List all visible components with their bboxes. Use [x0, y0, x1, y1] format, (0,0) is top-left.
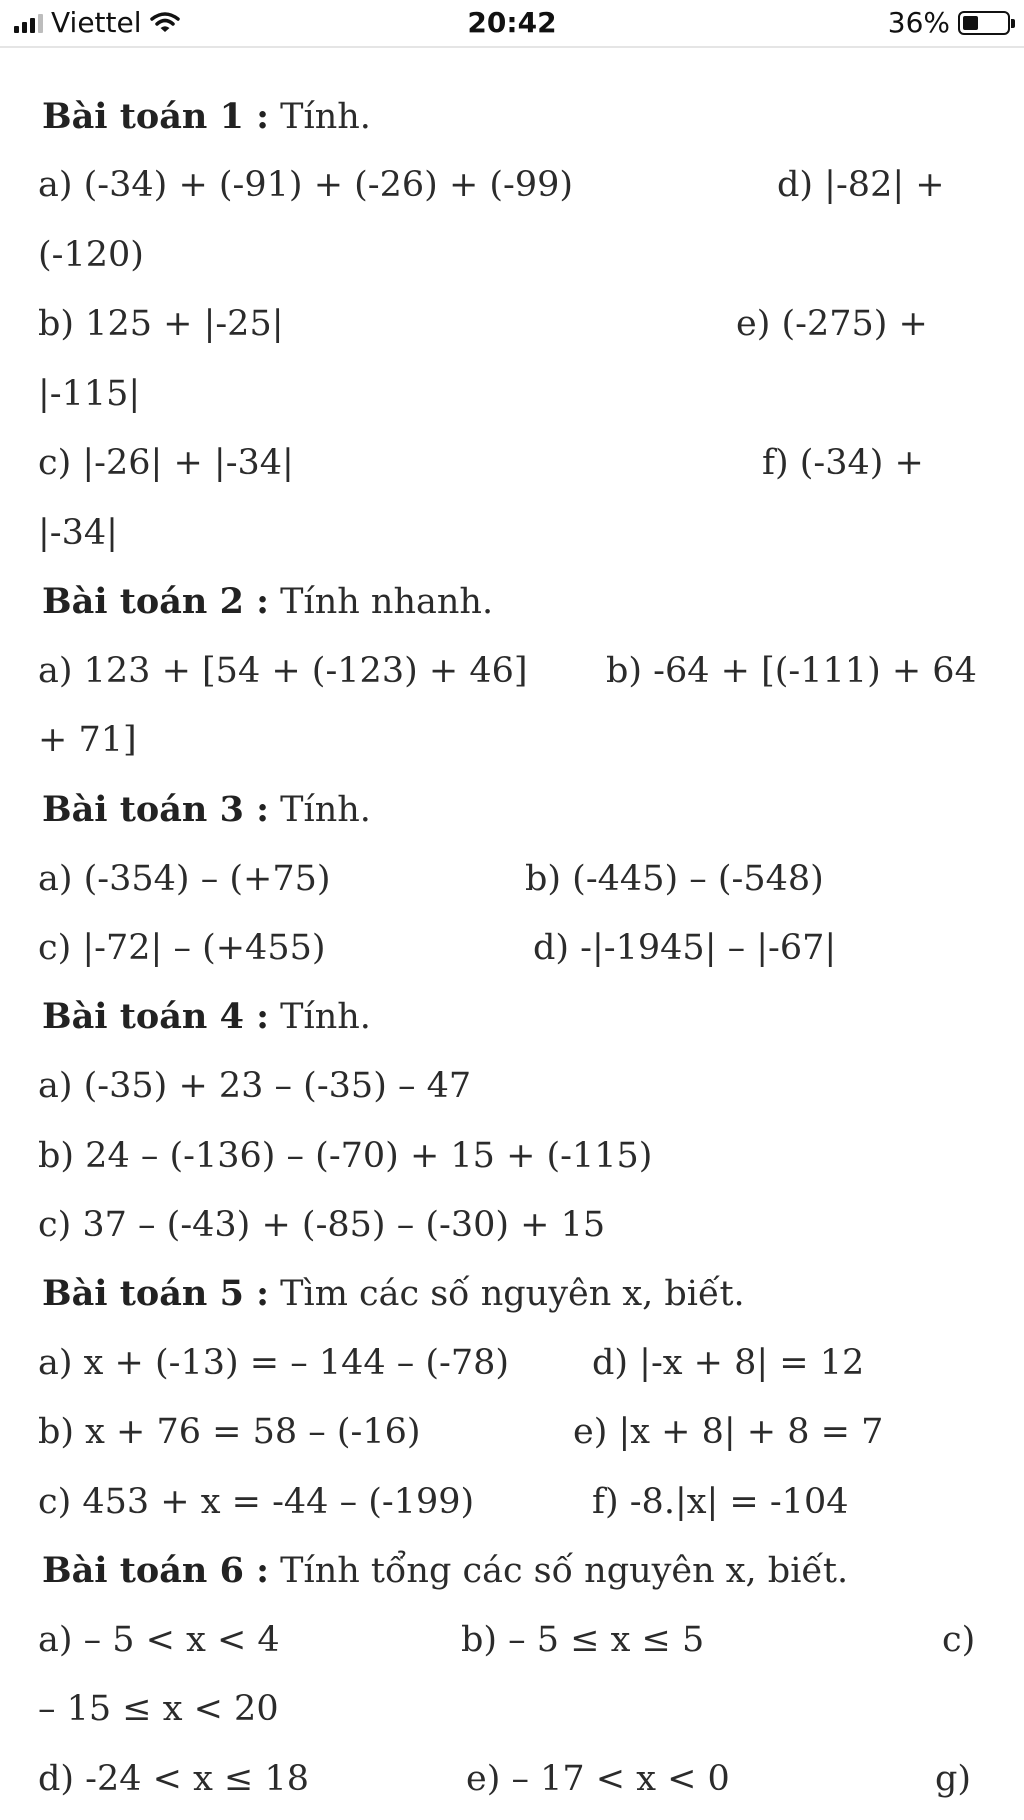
problem-5-row-2: [0, 1412, 1024, 1462]
exercise-2b-continued: + 71]: [38, 720, 137, 760]
exercise-3d: d) -|-1945| – |-67|: [533, 928, 837, 968]
problem-5-heading: [0, 1273, 1024, 1323]
problem-1-title: Bài toán 1 :: [42, 96, 270, 137]
problem-4-title: Bài toán 4 :: [42, 996, 270, 1037]
problem-1-task: Tính.: [280, 97, 371, 137]
problem-3-task: Tính.: [280, 790, 371, 830]
problem-6-heading: [0, 1550, 1024, 1600]
status-right: [888, 6, 1010, 39]
problem-2-heading: [0, 581, 1024, 631]
exercise-6g: g): [935, 1759, 972, 1799]
exercise-1d: d) |-82| +: [777, 165, 945, 205]
exercise-5e: e) |x + 8| + 8 = 7: [573, 1412, 884, 1452]
status-bar: [0, 0, 1024, 48]
battery-level: [963, 16, 978, 30]
problem-2-title: Bài toán 2 :: [42, 581, 270, 622]
problem-5-row-3: [0, 1482, 1024, 1532]
exercise-1c: c) |-26| + |-34|: [38, 443, 294, 483]
exercise-6c: c): [942, 1620, 976, 1660]
problem-1-row-2-cont: [0, 374, 1024, 424]
carrier-name: Viettel: [51, 6, 142, 39]
exercise-5c: c) 453 + x = -44 – (-199): [38, 1482, 475, 1522]
exercise-5b: b) x + 76 = 58 – (-16): [38, 1412, 421, 1452]
exercise-4c: c) 37 – (-43) + (-85) – (-30) + 15: [38, 1205, 606, 1245]
problem-4-row-1: [0, 1066, 1024, 1116]
exercise-2b: b) -64 + [(-111) + 64: [606, 651, 977, 691]
exercise-1a: a) (-34) + (-91) + (-26) + (-99): [38, 165, 574, 205]
exercise-6d: d) -24 < x ≤ 18: [38, 1759, 309, 1799]
problem-6-row-1: [0, 1620, 1024, 1670]
exercise-2a: a) 123 + [54 + (-123) + 46]: [38, 651, 528, 691]
problem-6-row-1-cont: [0, 1689, 1024, 1739]
problem-6-task: Tính tổng các số nguyên x, biết.: [280, 1551, 849, 1591]
problem-3-title: Bài toán 3 :: [42, 789, 270, 830]
exercise-5f: f) -8.|x| = -104: [592, 1482, 849, 1522]
exercise-3c: c) |-72| – (+455): [38, 928, 326, 968]
exercise-1f-continued: |-34|: [38, 513, 118, 553]
exercise-4b: b) 24 – (-136) – (-70) + 15 + (-115): [38, 1136, 653, 1176]
exercise-6b: b) – 5 ≤ x ≤ 5: [461, 1620, 705, 1660]
problem-5-title: Bài toán 5 :: [42, 1273, 270, 1314]
problem-1-row-1-cont: [0, 235, 1024, 285]
exercise-5d: d) |-x + 8| = 12: [592, 1343, 865, 1383]
problem-6-title: Bài toán 6 :: [42, 1550, 270, 1591]
problem-1-row-3-cont: [0, 513, 1024, 563]
problem-2-task: Tính nhanh.: [280, 582, 494, 622]
exercise-1e: e) (-275) +: [736, 304, 928, 344]
exercise-5a: a) x + (-13) = – 144 – (-78): [38, 1343, 510, 1383]
problem-2-row-1-cont: [0, 720, 1024, 770]
problem-1-row-1: [0, 165, 1024, 215]
problem-3-row-1: [0, 859, 1024, 909]
exercise-6c-continued: – 15 ≤ x < 20: [38, 1689, 279, 1729]
problem-5-task: Tìm các số nguyên x, biết.: [280, 1274, 745, 1314]
problem-4-task: Tính.: [280, 997, 371, 1037]
problem-1-heading: [0, 96, 1024, 146]
exercise-3b: b) (-445) – (-548): [525, 859, 824, 899]
exercise-1b: b) 125 + |-25|: [38, 304, 284, 344]
battery-percentage: 36%: [887, 6, 950, 39]
problem-2-row-1: [0, 651, 1024, 701]
exercise-6a: a) – 5 < x < 4: [38, 1620, 280, 1660]
clock: 20:42: [467, 6, 557, 39]
problem-4-heading: [0, 996, 1024, 1046]
exercise-1f: f) (-34) +: [762, 443, 924, 483]
problem-3-heading: [0, 789, 1024, 839]
exercise-4a: a) (-35) + 23 – (-35) – 47: [38, 1066, 472, 1106]
problem-3-row-2: [0, 928, 1024, 978]
exercise-1e-continued: |-115|: [38, 374, 141, 414]
exercise-1d-continued: (-120): [38, 235, 144, 275]
exercise-3a: a) (-354) – (+75): [38, 859, 331, 899]
battery-icon: [958, 11, 1010, 35]
problem-4-row-2: [0, 1136, 1024, 1186]
problem-1-row-2: [0, 304, 1024, 354]
problem-5-row-1: [0, 1343, 1024, 1393]
problem-4-row-3: [0, 1205, 1024, 1255]
problem-1-row-3: [0, 443, 1024, 493]
problem-6-row-2: [0, 1759, 1024, 1809]
exercise-6e: e) – 17 < x < 0: [466, 1759, 730, 1799]
